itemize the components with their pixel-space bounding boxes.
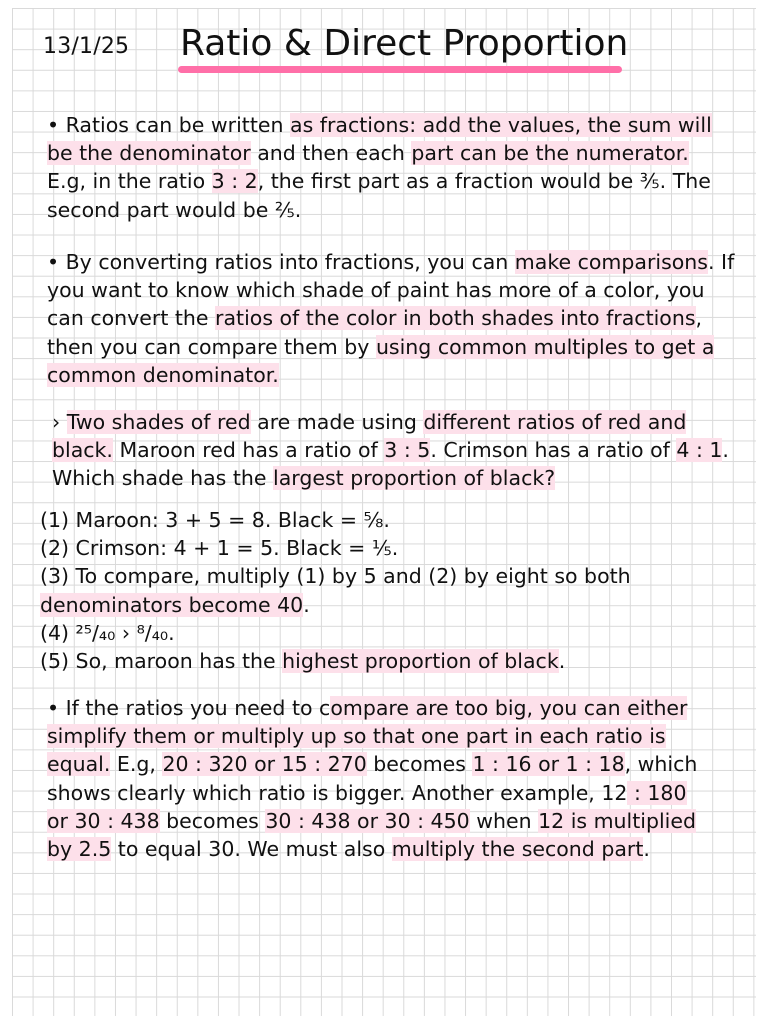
text-segment: when	[469, 808, 539, 833]
text-line	[47, 694, 697, 722]
highlighted-text: largest proportion of black?	[273, 466, 556, 491]
text-segment: . Crimson has a ratio of	[430, 438, 677, 463]
highlighted-text: : 180	[627, 780, 687, 805]
highlighted-text: make comparisons	[514, 250, 708, 274]
page-title: Ratio & Direct Proportion	[180, 23, 629, 64]
highlighted-text: denominators become 40	[40, 592, 304, 617]
text-segment: (3) To compare, multiply (1) by 5 and (2) by eight so both	[40, 564, 631, 589]
highlighted-text: multiply the second part	[391, 837, 644, 862]
text-line	[47, 196, 712, 224]
highlighted-text: 20 : 320 or 15 : 270	[162, 752, 367, 777]
text-segment: , which	[624, 752, 698, 777]
text-line	[47, 304, 734, 332]
text-segment: shows clearly which ratio is bigger. Another example, 12	[47, 780, 628, 805]
text-segment: E.g, in the ratio	[47, 169, 212, 194]
highlighted-text: black.	[52, 438, 113, 463]
text-segment: second part would be ⅖.	[47, 197, 302, 222]
highlighted-text: as fractions: add the values, the sum will	[290, 113, 712, 137]
text-segment: ›	[52, 410, 67, 434]
highlighted-text: 1 : 16 or 1 : 18	[472, 752, 625, 777]
highlighted-text: different ratios of red and	[423, 410, 687, 434]
highlighted-text: 30 : 438 or 30 : 450	[265, 808, 470, 833]
text-segment: Maroon red has a ratio of	[112, 438, 385, 463]
text-line	[47, 722, 697, 750]
text-line	[47, 807, 697, 835]
text-segment: (1) Maroon: 3 + 5 = 8. Black = ⅝.	[40, 508, 390, 532]
text-line	[40, 647, 631, 675]
highlighted-text: 12 is multiplied	[538, 808, 697, 833]
example-question	[52, 408, 729, 493]
text-segment: , the first part as a fraction would be ⅗. The	[257, 169, 711, 194]
note-date: 13/1/25	[43, 34, 130, 59]
highlighted-text: ratios of the color in both shades into fractions	[215, 306, 696, 331]
text-line	[47, 276, 734, 304]
text-line	[47, 139, 712, 167]
text-line	[40, 534, 631, 562]
highlighted-text: equal.	[47, 752, 111, 777]
highlighted-text: simplify them or multiply up so that one part in each ratio is	[47, 724, 666, 749]
text-segment: becomes	[366, 752, 473, 777]
text-line	[47, 111, 712, 139]
text-segment: • If the ratios you need to c	[47, 696, 331, 720]
highlighted-text: 3 : 2	[211, 169, 258, 194]
highlighted-text: highest proportion of black	[282, 649, 559, 674]
highlighted-text: part can be the numerator.	[411, 141, 689, 166]
text-segment: becomes	[159, 808, 266, 833]
text-line	[47, 835, 697, 863]
highlighted-text: 3 : 5	[384, 438, 431, 463]
example-working-steps	[40, 506, 631, 675]
text-segment: .	[722, 438, 729, 463]
text-segment: to equal 30. We must also	[111, 837, 392, 862]
text-segment: .	[303, 592, 310, 617]
text-line	[47, 333, 734, 361]
text-line	[47, 750, 697, 778]
note-paragraph-fractions	[47, 111, 712, 224]
text-line	[40, 562, 631, 590]
text-line	[47, 779, 697, 807]
text-segment: (5) So, maroon has the	[40, 649, 283, 674]
text-segment: .	[558, 649, 566, 674]
highlighted-text: Two shades of red	[66, 410, 251, 434]
note-paragraph-comparisons	[47, 248, 734, 389]
text-segment: . If	[707, 250, 735, 274]
text-segment: ,	[695, 306, 703, 331]
text-segment: (4) ²⁵/₄₀ › ⁸/₄₀.	[40, 620, 175, 645]
text-line	[52, 464, 729, 492]
text-segment: E.g,	[110, 752, 163, 777]
highlighted-text: common denominator.	[47, 362, 279, 387]
highlighted-text: be the denominator	[47, 141, 251, 166]
text-line	[47, 167, 712, 195]
text-segment: are made using	[250, 410, 424, 434]
text-line	[40, 506, 631, 534]
text-segment: • Ratios can be written	[47, 113, 291, 137]
text-line	[47, 361, 734, 389]
text-line	[52, 408, 729, 436]
text-segment: .	[643, 837, 650, 862]
text-segment: you want to know which shade of paint has more of a color, you	[47, 278, 705, 303]
text-segment: • By converting ratios into fractions, you can	[47, 250, 515, 274]
text-line	[40, 591, 631, 619]
text-line	[52, 436, 729, 464]
text-segment: and then each	[250, 141, 412, 166]
text-segment: (2) Crimson: 4 + 1 = 5. Black = ⅕.	[40, 536, 399, 561]
note-paragraph-simplify	[47, 694, 697, 863]
title-underline	[178, 66, 622, 73]
highlighted-text: ompare are too big, you can either	[330, 696, 688, 720]
text-segment: can convert the	[47, 306, 216, 331]
highlighted-text: or 30 : 438	[47, 808, 160, 833]
text-line	[47, 248, 734, 276]
highlighted-text: by 2.5	[47, 837, 112, 862]
highlighted-text: 4 : 1	[676, 438, 723, 463]
highlighted-text: using common multiples to get a	[375, 334, 715, 359]
text-line	[40, 619, 631, 647]
text-segment: then you can compare them by	[47, 334, 376, 359]
text-segment: Which shade has the	[52, 466, 274, 491]
